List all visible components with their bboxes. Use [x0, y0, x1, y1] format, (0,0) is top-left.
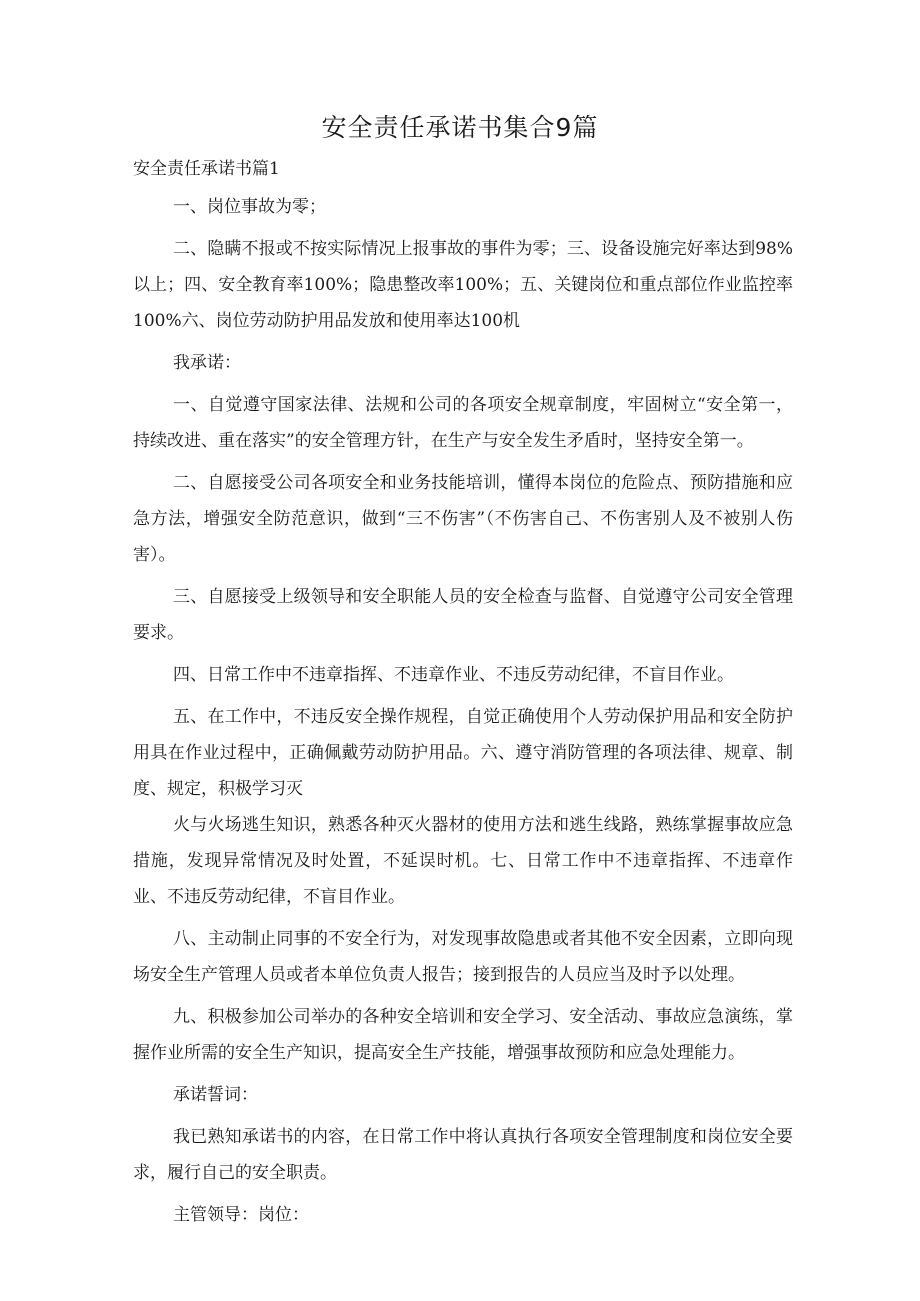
paragraph: 我已熟知承诺书的内容，在日常工作中将认真执行各项安全管理制度和岗位安全要求，履行自己的安全职责。	[133, 1127, 793, 1183]
paragraph: 五、在工作中，不违反安全操作规程，自觉正确使用个人劳动保护用品和安全防护用具在作业过程中，正确佩戴劳动防护用品。六、遵守消防管理的各项法律、规章、制度、规定，积极学习灭	[133, 707, 793, 799]
paragraph: 四、日常工作中不违章指挥、不违章作业、不违反劳动纪律，不盲目作业。	[173, 665, 734, 685]
signature-line: 主管领导：岗位：	[173, 1205, 309, 1225]
paragraph: 一、自觉遵守国家法律、法规和公司的各项安全规章制度，牢固树立“安全第一，持续改进、重在落实”的安全管理方针，在生产与安全发生矛盾时，坚持安全第一。	[133, 395, 793, 451]
paragraph: 火与火场逃生知识，熟悉各种灭火器材的使用方法和逃生线路，熟练掌握事故应急措施，发现异常情况及时处置，不延误时机。七、日常工作中不违章指挥、不违章作业、不违反劳动纪律，不盲目作业。	[133, 815, 793, 907]
paragraph: 一、岗位事故为零；	[173, 197, 326, 217]
paragraph: 我承诺：	[173, 353, 241, 373]
section-heading: 安全责任承诺书篇1	[133, 159, 280, 179]
document-title: 安全责任承诺书集合9篇	[321, 113, 599, 142]
paragraph: 九、积极参加公司举办的各种安全培训和安全学习、安全活动、事故应急演练，掌握作业所需的安全生产知识，提高安全生产技能，增强事故预防和应急处理能力。	[133, 1007, 793, 1063]
paragraph: 承诺誓词：	[173, 1085, 258, 1105]
paragraph: 八、主动制止同事的不安全行为，对发现事故隐患或者其他不安全因素，立即向现场安全生产管理人员或者本单位负责人报告；接到报告的人员应当及时予以处理。	[133, 929, 793, 985]
paragraph: 二、隐瞒不报或不按实际情况上报事故的事件为零；三、设备设施完好率达到98%以上；四、安全教育率100%；隐患整改率100%；五、关键岗位和重点部位作业监控率100%六、岗位劳动防护用品发放和使用率达100机	[133, 239, 793, 331]
document-body	[133, 189, 793, 1239]
paragraph: 三、自愿接受上级领导和安全职能人员的安全检查与监督、自觉遵守公司安全管理要求。	[133, 587, 793, 643]
paragraph: 二、自愿接受公司各项安全和业务技能培训，懂得本岗位的危险点、预防措施和应急方法，增强安全防范意识，做到“三不伤害”（不伤害自己、不伤害别人及不被别人伤害）。	[133, 473, 793, 565]
